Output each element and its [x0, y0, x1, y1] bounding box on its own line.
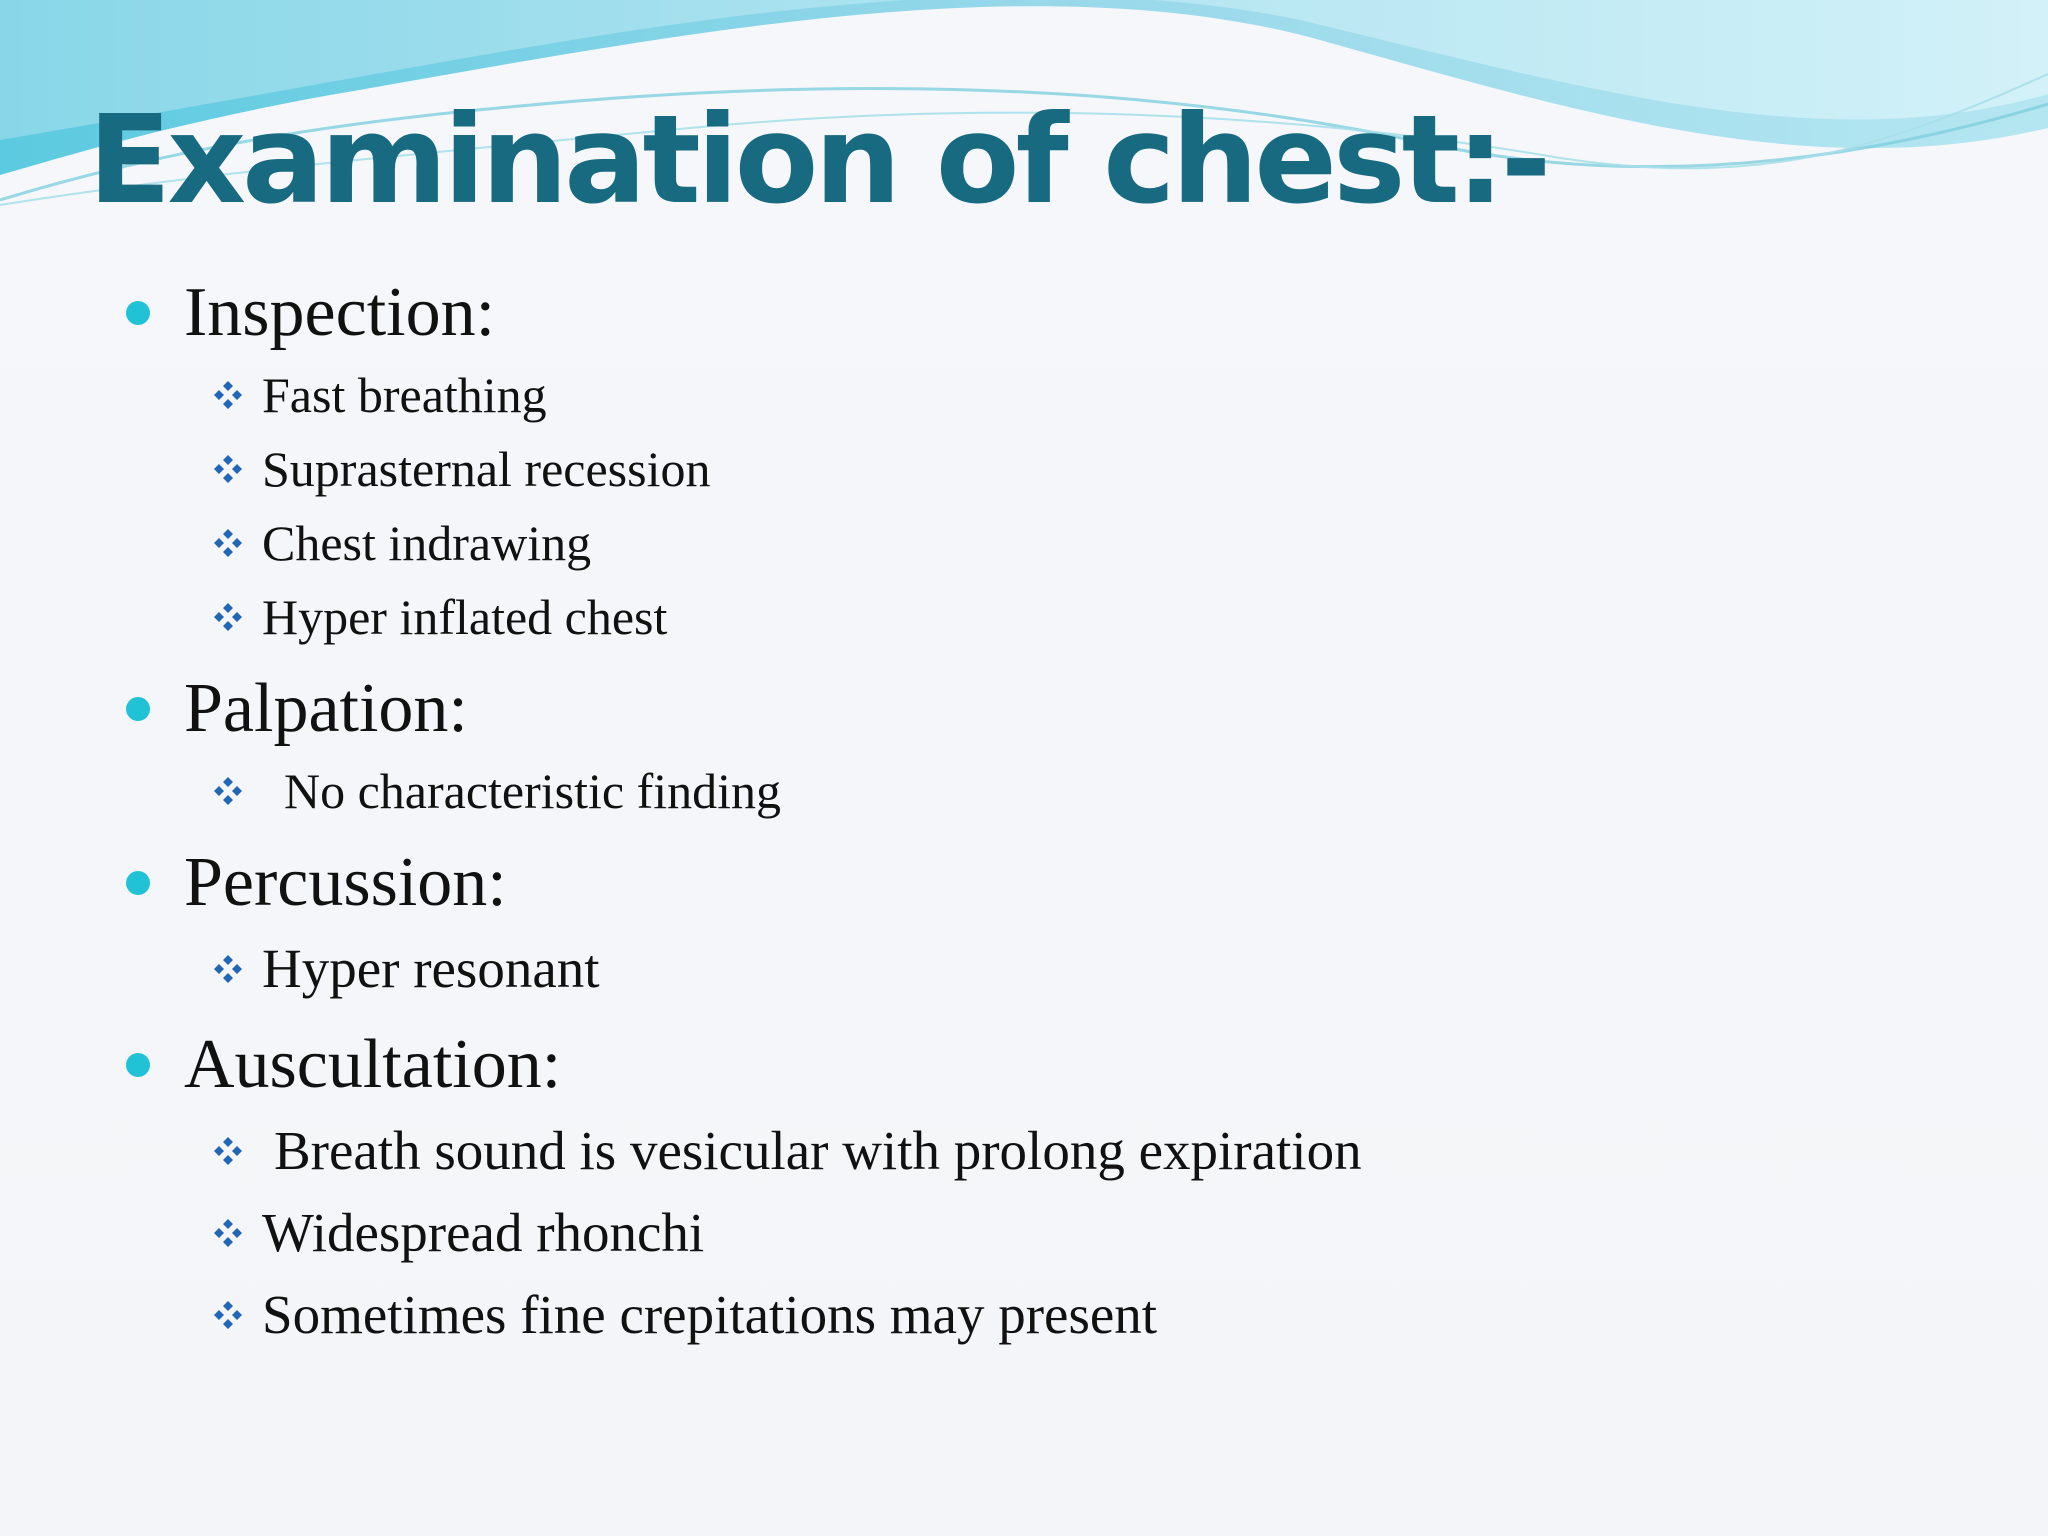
section-title: Percussion:	[184, 844, 507, 921]
section-spacer	[126, 1010, 1926, 1020]
sub-item-text: Fast breathing	[262, 367, 547, 423]
section-spacer	[126, 654, 1926, 664]
section-palpation	[126, 664, 1926, 828]
sub-item-text: No characteristic finding	[284, 763, 782, 819]
main-bullet-item	[126, 838, 1926, 928]
sub-bullet-item	[212, 580, 1926, 654]
sub-bullet-item	[212, 928, 1926, 1010]
diamond-bullet-icon	[212, 453, 244, 485]
sub-item-text: Sometimes fine crepitations may present	[262, 1284, 1158, 1345]
diamond-bullet-icon	[212, 1217, 244, 1249]
diamond-bullet-icon	[212, 953, 244, 985]
slide-content	[126, 268, 1926, 1356]
section-title: Palpation:	[184, 670, 468, 747]
sub-item-text: Hyper resonant	[262, 938, 600, 999]
diamond-bullet-icon	[212, 527, 244, 559]
sub-item-text: Widespread rhonchi	[262, 1202, 705, 1263]
sub-bullet-item	[212, 358, 1926, 432]
section-title: Auscultation:	[184, 1026, 562, 1103]
diamond-bullet-icon	[212, 775, 244, 807]
sub-list	[126, 358, 1926, 654]
section-title: Inspection:	[184, 274, 496, 351]
section-spacer	[126, 828, 1926, 838]
sub-bullet-item	[212, 1110, 1926, 1192]
diamond-bullet-icon	[212, 1135, 244, 1167]
slide-title: Examination of chest:-	[88, 89, 1548, 231]
diamond-bullet-icon	[212, 1299, 244, 1331]
sub-item-text: Suprasternal recession	[262, 441, 711, 497]
diamond-bullet-icon	[212, 379, 244, 411]
sub-bullet-item	[212, 1274, 1926, 1356]
sub-item-text: Hyper inflated chest	[262, 589, 668, 645]
sub-bullet-item	[212, 754, 1926, 828]
sub-bullet-item	[212, 432, 1926, 506]
main-bullet-icon	[126, 1053, 150, 1077]
sub-list	[126, 754, 1926, 828]
main-bullet-icon	[126, 301, 150, 325]
diamond-bullet-icon	[212, 601, 244, 633]
section-inspection	[126, 268, 1926, 654]
section-auscultation	[126, 1020, 1926, 1356]
main-bullet-item	[126, 268, 1926, 358]
sub-list	[126, 928, 1926, 1010]
sub-item-text: Breath sound is vesicular with prolong expiration	[274, 1120, 1362, 1181]
section-percussion	[126, 838, 1926, 1010]
sub-list	[126, 1110, 1926, 1356]
sub-bullet-item	[212, 1192, 1926, 1274]
sub-bullet-item	[212, 506, 1926, 580]
main-bullet-item	[126, 664, 1926, 754]
sub-item-text: Chest indrawing	[262, 515, 592, 571]
main-bullet-item	[126, 1020, 1926, 1110]
main-bullet-icon	[126, 871, 150, 895]
main-bullet-icon	[126, 697, 150, 721]
